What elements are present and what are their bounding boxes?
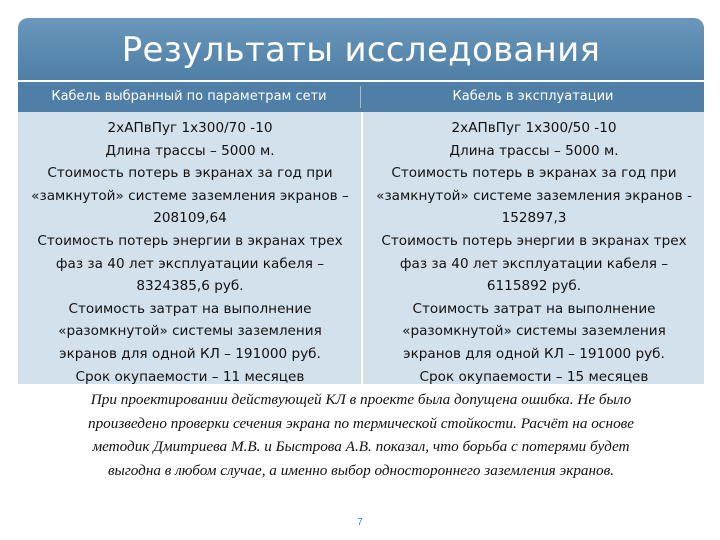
left-line: Стоимость затрат на выполнение — [68, 300, 312, 317]
left-line: экранов для одной КЛ – 191000 руб. — [59, 345, 321, 362]
header-operating-cable: Кабель в эксплуатации — [452, 89, 614, 104]
left-line: 2хАПвПуг 1х300/70 -10 — [107, 120, 273, 136]
right-line: Стоимость потерь энергии в экранах трех — [381, 232, 687, 249]
operating-cable-column — [362, 117, 706, 388]
right-line: экранов для одной КЛ – 191000 руб. — [403, 345, 665, 362]
right-line: «разомкнутой» системы заземления — [402, 323, 666, 340]
right-line: «замкнутой» системе заземления экранов - — [376, 187, 692, 204]
header-divider — [360, 86, 361, 108]
left-line: Срок окупаемости – 11 месяцев — [75, 368, 305, 385]
left-line: Длина трассы – 5000 м. — [105, 142, 275, 159]
right-line: фаз за 40 лет эксплуатации кабеля – — [399, 255, 669, 272]
slide-title: Результаты исследования — [121, 30, 601, 70]
left-line: Стоимость потерь энергии в экранах трех — [37, 232, 343, 249]
page-number: 7 — [357, 517, 363, 528]
left-line: «разомкнутой» системы заземления — [58, 323, 322, 340]
conclusion-line: произведено проверки сечения экрана по термической стойкости. Расчёт на основе — [87, 414, 635, 432]
conclusion-line: методик Дмитриева М.В. и Быстрова А.В. показал, что борьба с потерями будет — [92, 438, 630, 455]
left-line: «замкнутой» системе заземления экранов – — [31, 187, 349, 204]
selected-cable-column — [18, 117, 362, 388]
conclusion-line: выгодна в любом случае, а именно выбор одностороннего заземления экранов. — [107, 461, 615, 479]
right-line: Стоимость затрат на выполнение — [412, 300, 656, 317]
left-line: 8324385,6 руб. — [136, 278, 244, 295]
conclusion-line: При проектировании действующей КЛ в проекте была допущена ошибка. Не было — [90, 391, 632, 408]
right-line: Длина трассы – 5000 м. — [449, 142, 619, 159]
table-header — [18, 82, 704, 112]
right-line: 152897,3 — [501, 210, 567, 227]
right-line: Срок окупаемости – 15 месяцев — [419, 368, 649, 385]
right-line: 2хАПвПуг 1х300/50 -10 — [451, 120, 617, 136]
left-line: фаз за 40 лет эксплуатации кабеля – — [55, 255, 325, 272]
header-selected-cable: Кабель выбранный по параметрам сети — [51, 89, 327, 104]
right-line: 6115892 руб. — [486, 278, 582, 295]
left-line: 208109,64 — [153, 210, 227, 227]
conclusion-text — [30, 388, 692, 482]
right-line: Стоимость потерь в экранах за год при — [391, 165, 677, 182]
title-bar — [18, 18, 704, 80]
left-line: Стоимость потерь в экранах за год при — [47, 165, 333, 182]
